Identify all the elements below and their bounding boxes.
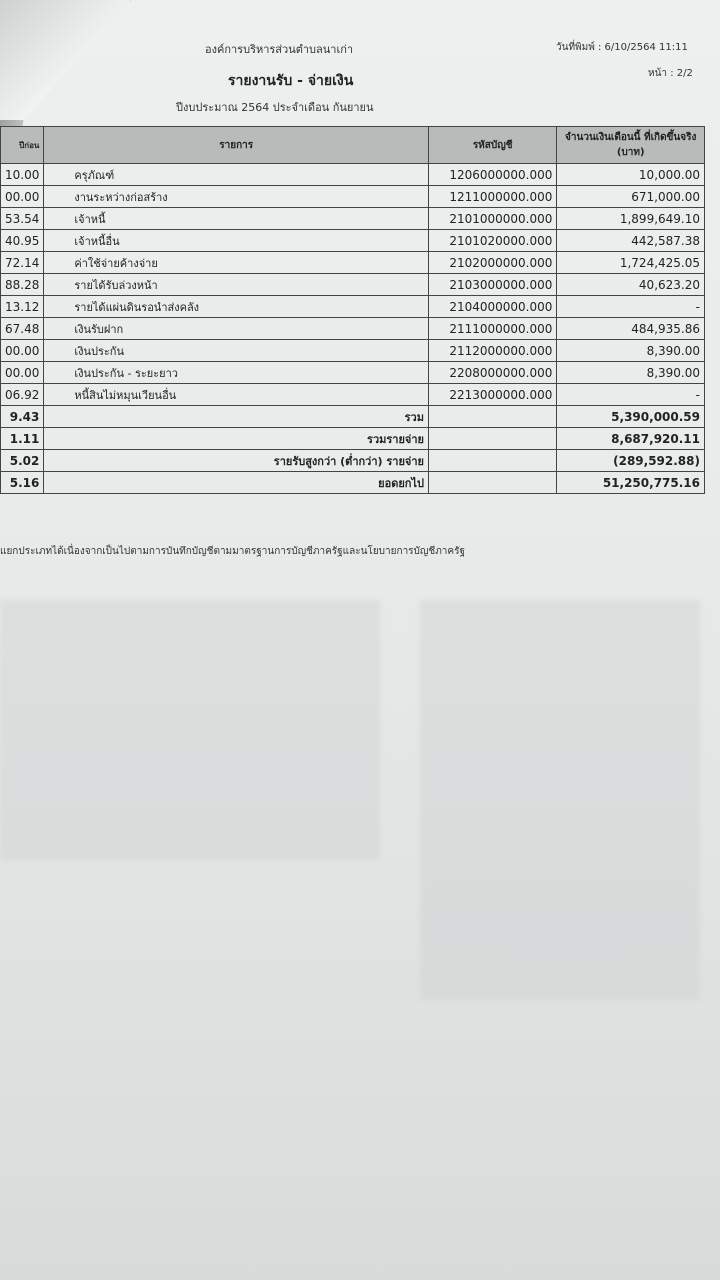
table-row — [1, 318, 705, 340]
table-header-row — [1, 127, 705, 164]
table-row — [1, 208, 705, 230]
paper-shade — [420, 600, 700, 1000]
total-label: รายรับสูงกว่า (ต่ำกว่า) รายจ่าย — [44, 450, 429, 472]
header-code: รหัสบัญชี — [428, 127, 556, 164]
row-prev-value: 06.92 — [1, 384, 44, 406]
row-prev-value: 10.00 — [1, 164, 44, 186]
row-amount: 8,390.00 — [557, 362, 705, 384]
total-row — [1, 472, 705, 494]
table-row — [1, 362, 705, 384]
row-amount: 671,000.00 — [557, 186, 705, 208]
row-amount: 8,390.00 — [557, 340, 705, 362]
row-account-code: 1206000000.000 — [428, 164, 556, 186]
table-row — [1, 186, 705, 208]
row-account-code: 2112000000.000 — [428, 340, 556, 362]
row-item-label: งานระหว่างก่อสร้าง — [44, 186, 429, 208]
row-amount: - — [557, 384, 705, 406]
organization-name: องค์การบริหารส่วนตำบลนาเก่า — [205, 43, 354, 56]
total-code-empty — [428, 450, 556, 472]
report-subtitle: ปีงบประมาณ 2564 ประจำเดือน กันยายน — [176, 101, 374, 114]
row-account-code: 2101020000.000 — [428, 230, 556, 252]
header-prev: ปีก่อน — [1, 127, 44, 164]
total-label: รวม — [44, 406, 429, 428]
table-row — [1, 296, 705, 318]
total-amount: 5,390,000.59 — [557, 406, 705, 428]
row-item-label: เงินประกัน - ระยะยาว — [44, 362, 429, 384]
row-item-label: เจ้าหนี้ — [44, 208, 429, 230]
report-title: รายงานรับ - จ่ายเงิน — [228, 73, 354, 89]
row-account-code: 2111000000.000 — [428, 318, 556, 340]
total-label: รวมรายจ่าย — [44, 428, 429, 450]
table-row — [1, 164, 705, 186]
print-date: วันที่พิมพ์ : 6/10/2564 11:11 — [556, 42, 688, 53]
total-prev-value: 9.43 — [1, 406, 44, 428]
total-row — [1, 406, 705, 428]
total-prev-value: 5.02 — [1, 450, 44, 472]
page-curl — [0, 0, 131, 120]
row-account-code: 2101000000.000 — [428, 208, 556, 230]
row-amount: 442,587.38 — [557, 230, 705, 252]
total-prev-value: 5.16 — [1, 472, 44, 494]
row-prev-value: 72.14 — [1, 252, 44, 274]
row-item-label: ค่าใช้จ่ายค้างจ่าย — [44, 252, 429, 274]
row-account-code: 2213000000.000 — [428, 384, 556, 406]
row-item-label: รายได้รับล่วงหน้า — [44, 274, 429, 296]
header-amount: จำนวนเงินเดือนนี้ ที่เกิดขึ้นจริง (บาท) — [557, 127, 705, 164]
row-item-label: ครุภัณฑ์ — [44, 164, 429, 186]
footnote: แยกประเภทได้เนื่องจากเป็นไปตามการบันทึกบัญชีตามมาตรฐานการบัญชีภาครัฐและนโยบายการบัญชีภาครัฐ — [0, 546, 465, 557]
row-prev-value: 00.00 — [1, 340, 44, 362]
table-row — [1, 252, 705, 274]
row-account-code: 1211000000.000 — [428, 186, 556, 208]
row-amount: 484,935.86 — [557, 318, 705, 340]
row-amount: - — [557, 296, 705, 318]
row-prev-value: 40.95 — [1, 230, 44, 252]
row-prev-value: 67.48 — [1, 318, 44, 340]
report-table — [0, 126, 705, 494]
row-item-label: เงินประกัน — [44, 340, 429, 362]
row-account-code: 2102000000.000 — [428, 252, 556, 274]
table-row — [1, 230, 705, 252]
row-amount: 10,000.00 — [557, 164, 705, 186]
total-amount: 8,687,920.11 — [557, 428, 705, 450]
row-prev-value: 13.12 — [1, 296, 44, 318]
total-code-empty — [428, 428, 556, 450]
total-amount: (289,592.88) — [557, 450, 705, 472]
row-amount: 40,623.20 — [557, 274, 705, 296]
row-prev-value: 00.00 — [1, 186, 44, 208]
row-account-code: 2104000000.000 — [428, 296, 556, 318]
row-item-label: หนี้สินไม่หมุนเวียนอื่น — [44, 384, 429, 406]
total-code-empty — [428, 406, 556, 428]
row-prev-value: 00.00 — [1, 362, 44, 384]
page-number: หน้า : 2/2 — [648, 68, 693, 79]
table-row — [1, 340, 705, 362]
total-code-empty — [428, 472, 556, 494]
paper-shade — [0, 600, 380, 860]
total-row — [1, 428, 705, 450]
row-prev-value: 88.28 — [1, 274, 44, 296]
row-account-code: 2208000000.000 — [428, 362, 556, 384]
row-amount: 1,724,425.05 — [557, 252, 705, 274]
row-item-label: เงินรับฝาก — [44, 318, 429, 340]
row-prev-value: 53.54 — [1, 208, 44, 230]
row-item-label: รายได้แผ่นดินรอนำส่งคลัง — [44, 296, 429, 318]
total-prev-value: 1.11 — [1, 428, 44, 450]
row-item-label: เจ้าหนี้อื่น — [44, 230, 429, 252]
row-account-code: 2103000000.000 — [428, 274, 556, 296]
header-item: รายการ — [44, 127, 429, 164]
table-row — [1, 274, 705, 296]
table-row — [1, 384, 705, 406]
total-amount: 51,250,775.16 — [557, 472, 705, 494]
total-row — [1, 450, 705, 472]
row-amount: 1,899,649.10 — [557, 208, 705, 230]
total-label: ยอดยกไป — [44, 472, 429, 494]
